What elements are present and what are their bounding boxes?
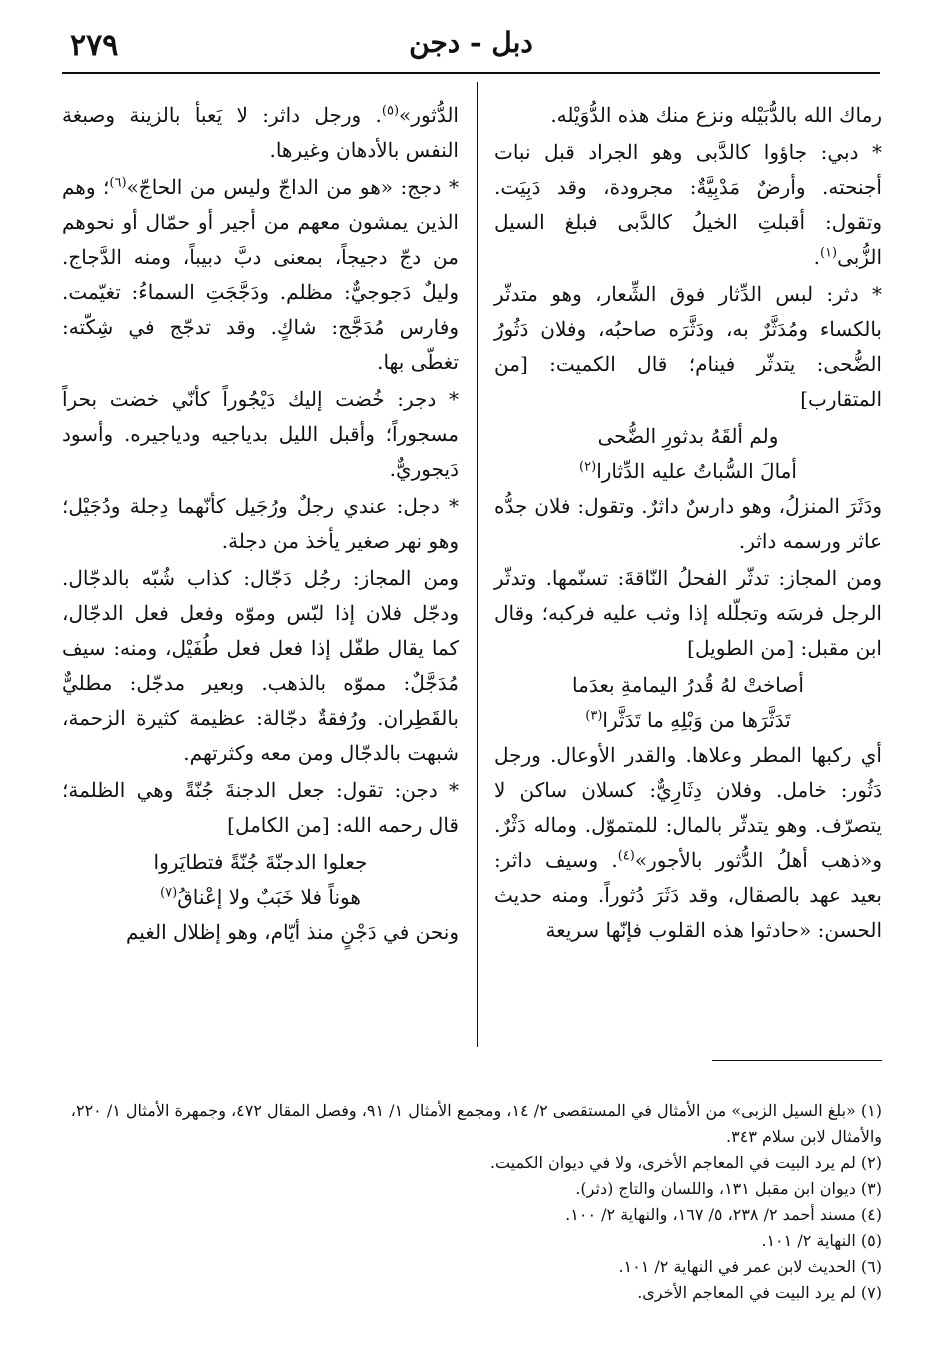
paragraph-text: . ورجل داثر: لا يَعبأ بالزينة وصبغة النفس بالأدهان وغيرها. <box>62 103 459 162</box>
right-column <box>494 98 882 950</box>
entry-djn: * دجن: تقول: جعل الدجنةَ جُنّةً وهي الظلمة؛ قال رحمه الله: [من الكامل] <box>62 778 459 837</box>
footnote-mark: (٧) <box>160 885 178 901</box>
left-column <box>62 98 459 952</box>
paragraph <box>62 98 459 168</box>
entry-text: * دبي: جاؤوا كالدَّبى وهو الجراد قبل نبات أجنحته. وأرضٌ مَدْبِيَّةٌ: مجرودة، وقد دَبِيَت. وتقول: أقبلتِ الخيلُ كالدَّبى فبلغ السيل الزُّبى <box>494 140 882 269</box>
paragraph-text: أي ركبها المطر وعلاها. والقدر الأوعال. ورجل دَثُور: خامل. وفلان دِثَارِيٌّ: كسلان ساكن لا يتصرّف. وهو يتدثّر بالمال: للمتموّل. وماله دَثْرٌ. و«ذهب أهلُ الدُّثور بالأجور» <box>494 743 882 872</box>
footnote-mark: (١) <box>819 245 838 261</box>
verse-line <box>62 880 459 915</box>
verse-line: ولم ألقَهُ بدثورِ الضُّحى <box>597 424 779 448</box>
entry-text: ؛ وهم الذين يمشون معهم من أجير أو حمّال أو نحوهم من دجّ دجيجاً، بمعنى دبَّ دبيباً، ومنه الدَّجاج. وليلٌ دَجوجيٌّ: مظلم. ودَجَّجَتِ السماءُ: تغيّمت. وفارس مُدَجَّج: شاكٍ. وقد تدجّج في شِكّته: تغطّى بها. <box>62 175 459 374</box>
entry-dby: * دبي: جاؤوا كالدَّبى وهو الجراد قبل نبات أجنحته. وأرضٌ مَدْبِيَّةٌ: مجرودة، وقد دَبِيَت. وتقول: أقبلتِ الخيلُ كالدَّبى فبلغ السيل الزُّبى$^{(١)}$. <box>494 140 882 269</box>
footnote: (٤) مسند أحمد ٢/ ٢٣٨، ٥/ ١٦٧، والنهاية ٢/ ١٠٠. <box>565 1205 882 1224</box>
verse-line <box>494 703 882 738</box>
paragraph: ومن المجاز: تدثّر الفحلُ النّاقةَ: تسنّمها. وتدثّر الرجل فرسَه وتجلّله إذا وثب عليه فركبه؛ وقال ابن مقبل: [من الطويل] <box>494 566 882 660</box>
verse-line: أصاختْ لهُ قُدرُ اليمامةِ بعدَما <box>572 673 804 697</box>
paragraph: ودَثَرَ المنزلُ، وهو دارسٌ داثرٌ. وتقول: فلان جدُّه عاثر ورسمه داثر. <box>494 494 882 553</box>
footnotes <box>62 1098 882 1306</box>
verse-line <box>494 454 882 489</box>
paragraph: ونحن في دَجْنٍ منذ أيّام، وهو إظلال الغيم <box>125 920 459 944</box>
footnote: (٣) ديوان ابن مقبل ١٣١، واللسان والتاج (دثر). <box>575 1179 882 1198</box>
entry-djr: * دجر: خُضت إليك دَيْجُوراً كأنّي خضت بحراً مسجوراً؛ وأقبل الليل بدياجيه ودياجيره. وأسود دَيجوريٌّ. <box>62 387 459 481</box>
footnote-mark: (٥) <box>381 103 400 119</box>
entry-text: * دجج: «هو من الداجّ وليس من الحاجّ» <box>126 175 459 199</box>
paragraph: ومن المجاز: رجُل دَجّال: كذاب شُبّه بالدجّال. ودجّل فلان إذا لبّس وموّه وفعل فعل الدجّال، كما يقال طفّل إذا فعل فعل طُفَيْل، ومنه: سيف مُدَجَّلٌ: مموّه بالذهب. وبعير مدجّل: مطليٌّ بالقَطِران. ورُفقةٌ دجّالة: عظيمة كثيرة الزحمة، شبهت بالدجّال ومن معه وكثرتهم. <box>62 566 459 765</box>
column-divider <box>477 82 478 1047</box>
verse-text: تَدَثَّرَها من وَبْلِهِ ما تَدَثَّرا <box>602 708 791 732</box>
paragraph-text: وسيف داثر: بعيد عهد بالصقال، وقد دَثَرَ دُثوراً. ومنه حديث الحسن: «حادثوا هذه القلوب فإنّها سريعة <box>494 848 882 942</box>
verse-text: هوناً فلا خَبَبٌ ولا إعْناقُ <box>177 885 361 909</box>
paragraph-text: الدُّثور» <box>399 103 459 127</box>
footnote-mark: (٤) <box>617 848 635 864</box>
paragraph: أي ركبها المطر وعلاها. والقدر الأوعال. ورجل دَثُور: خامل. وفلان دِثَارِيٌّ: كسلان ساكن لا يتصرّف. وهو يتدثّر بالمال: للمتموّل. وماله دَثْرٌ. و«ذهب أهلُ الدُّثور بالأجور»$^{(٤)}$. وسيف داثر: بعيد عهد بالصقال، وقد دَثَرَ دُثوراً. ومنه حديث الحسن: «حادثوا هذه القلوب فإنّها سريعة <box>494 743 882 942</box>
footnote: (٥) النهاية ٢/ ١٠١. <box>761 1231 882 1250</box>
footnote-mark: (٦) <box>109 175 127 191</box>
footnote: (٢) لم يرد البيت في المعاجم الأخرى، ولا في ديوان الكميت. <box>489 1153 882 1172</box>
paragraph: رماك الله بالدُّبَيْله ونزع منك هذه الدُّوَيْله. <box>550 103 882 127</box>
entry-djl: * دجل: عندي رجلٌ ورُجَيل كأنّهما دِجلة ودُجَيْل؛ وهو نهر صغير يأخذ من دجلة. <box>62 494 459 553</box>
footnote: (١) «بلغ السيل الزبى» من الأمثال في المستقصى ٢/ ١٤، ومجمع الأمثال ١/ ٩١، وفصل المقال ٤٧٢، وجمهرة الأمثال ١/ ٢٢٠، والأمثال لابن سلام ٣٤٣. <box>70 1101 882 1146</box>
verse-line: جعلوا الدجنّةَ جُنّةً فتطايَروا <box>153 850 368 874</box>
footnote: (٦) الحديث لابن عمر في النهاية ٢/ ١٠١. <box>618 1257 882 1276</box>
footnote-mark: (٣) <box>585 708 603 724</box>
header-rule <box>62 72 880 74</box>
footnote: (٧) لم يرد البيت في المعاجم الأخرى. <box>637 1283 882 1302</box>
entry-djj <box>62 170 459 380</box>
verse-text: أمالَ السُّباتُ عليه الدِّثارا <box>596 459 797 483</box>
footnote-mark: (٢) <box>579 459 597 475</box>
running-title: دبل - دجن <box>409 26 533 59</box>
entry-dthr: * دثر: لبس الدِّثار فوق الشِّعار، وهو متدثّر بالكساء ومُدَثَّرٌ به، ودَثَّرَه صاحبُه، وفلان دَثُورُ الضُّحى: يتدثّر فينام؛ قال الكميت: [من المتقارب] <box>494 282 882 411</box>
page-number: ٢٧٩ <box>70 28 119 63</box>
footnote-rule <box>712 1060 882 1061</box>
